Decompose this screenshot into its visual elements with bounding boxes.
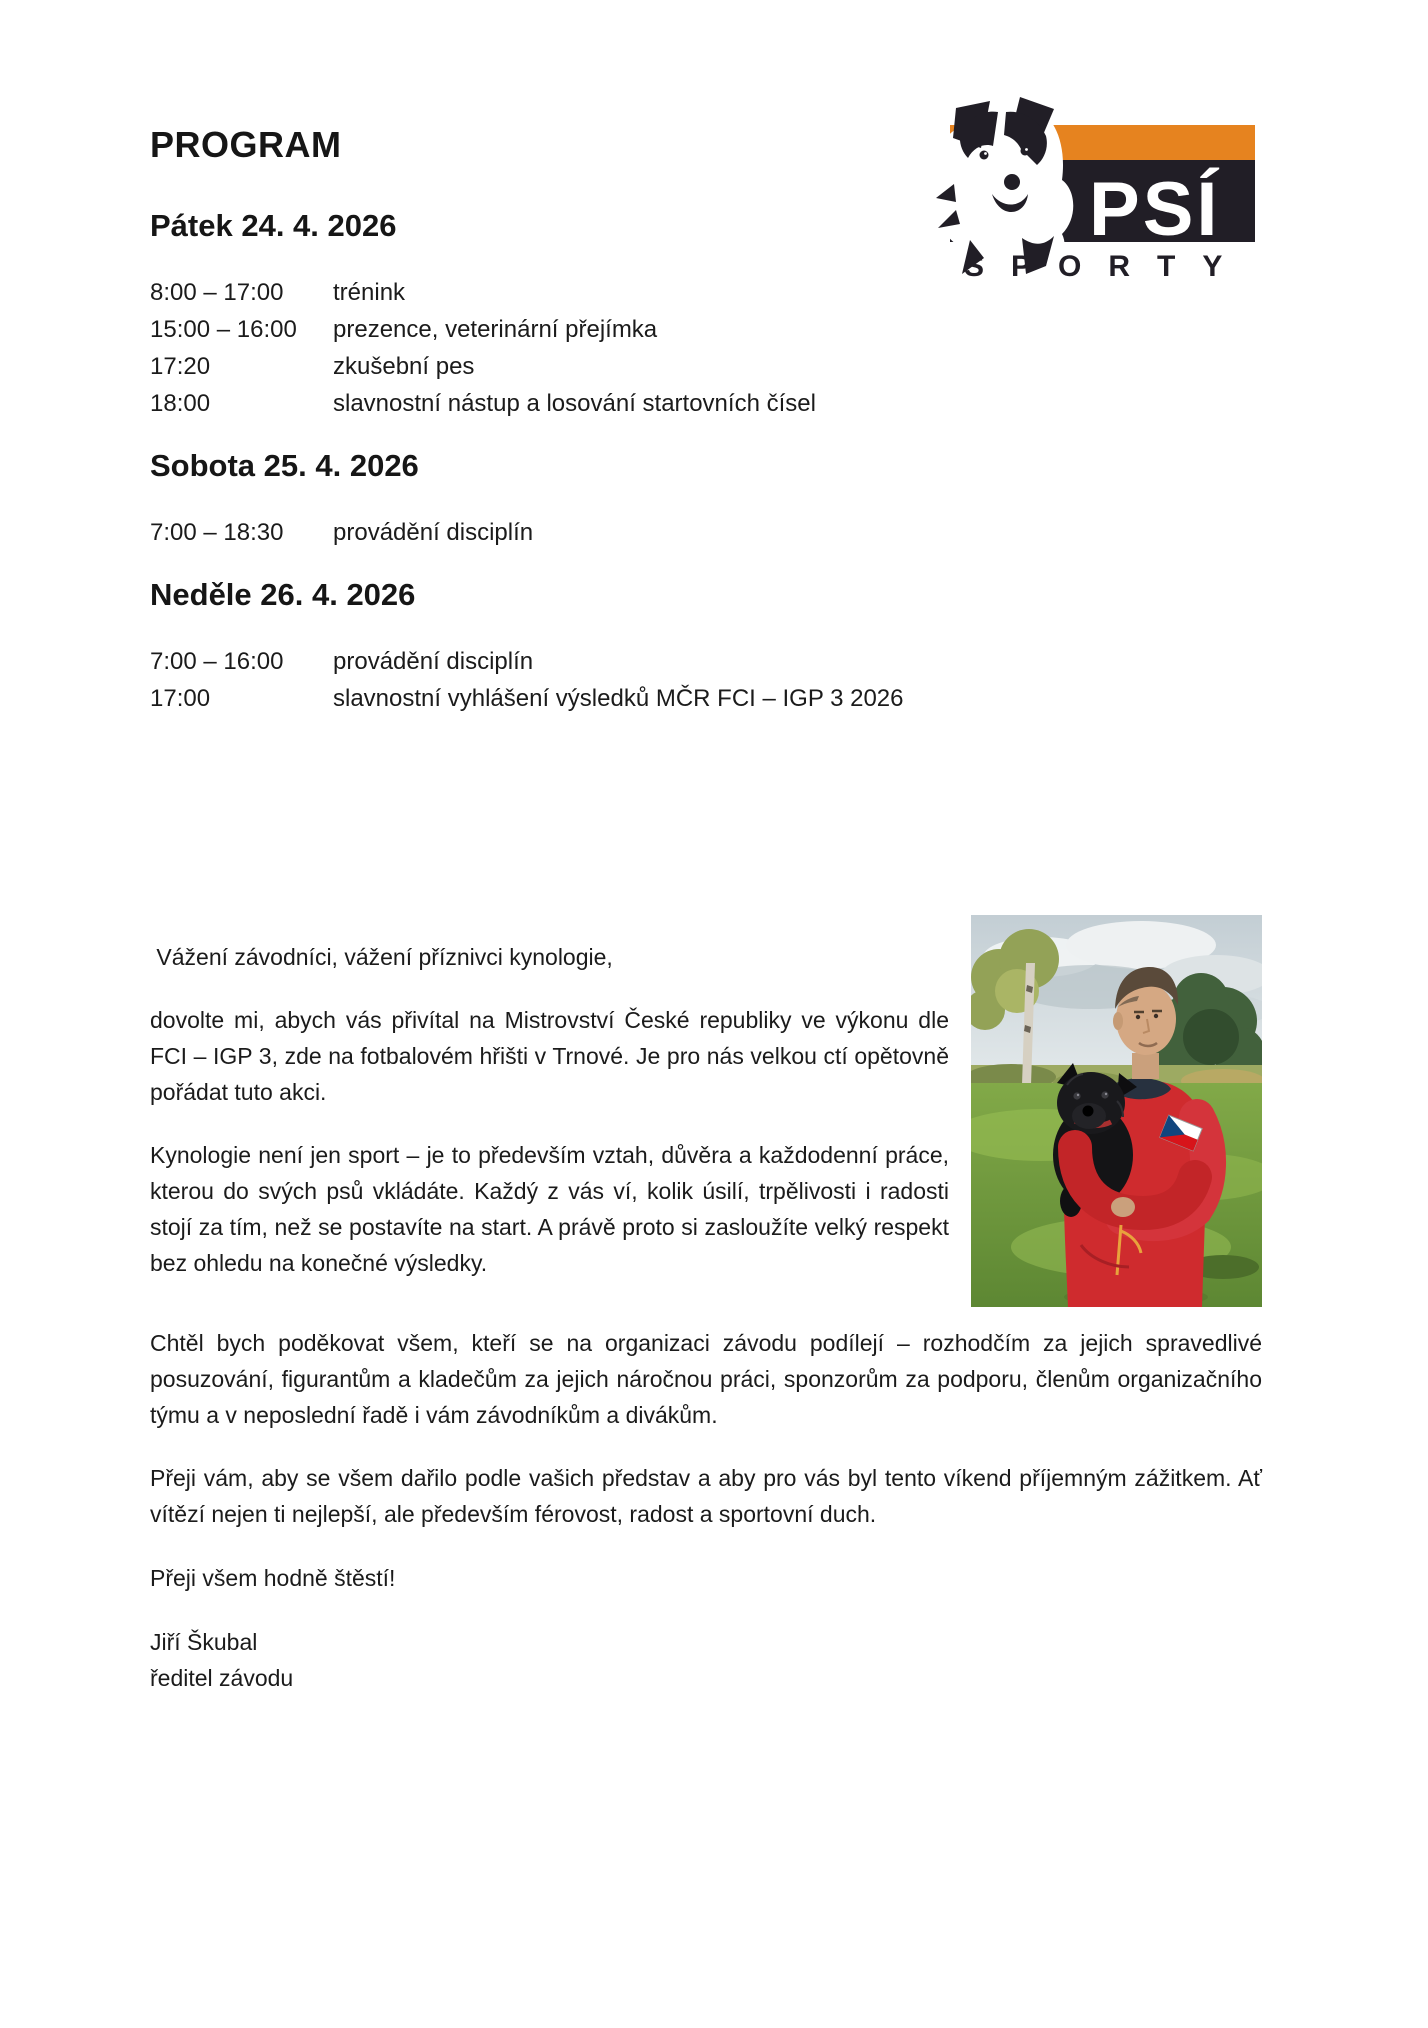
director-photo bbox=[971, 915, 1262, 1307]
activity-cell: slavnostní nástup a losování startovních čísel bbox=[333, 390, 816, 417]
schedule-row bbox=[150, 274, 1070, 311]
letter-paragraph-3: Chtěl bych poděkovat všem, kteří se na organizaci závodu podílejí – rozhodčím za jejich spravedlivé posuzování, figurantům a kladečům za jejich náročnou práci, sponzorům za podporu, členům organizačního týmu a v neposlední řadě i vám závodníkům a divákům. bbox=[150, 1330, 1262, 1428]
time-cell: 8:00 – 17:00 bbox=[150, 279, 284, 306]
activity-cell: zkušební pes bbox=[333, 353, 475, 380]
signature-name: Jiří Škubal bbox=[150, 1629, 258, 1655]
letter-paragraph-2: Kynologie není jen sport – je to především vztah, důvěra a každodenní práce, kterou do svých psů vkládáte. Každý z vás ví, kolik úsilí, trpělivosti i radosti stojí za tím, než se postavíte na start. A právě proto si zasloužíte velký respekt bez ohledu na konečné výsledky. bbox=[150, 1142, 949, 1276]
letter-closing: Přeji všem hodně štěstí! bbox=[150, 1565, 396, 1591]
letter-greeting: Vážení závodníci, vážení příznivci kynologie, bbox=[150, 944, 613, 970]
time-cell: 17:00 bbox=[150, 685, 211, 712]
logo-brand-top: PSÍ bbox=[1089, 167, 1221, 252]
activity-cell: provádění disciplín bbox=[333, 648, 534, 675]
logo-brand-bottom: SPORTY bbox=[964, 250, 1250, 283]
time-cell: 7:00 – 16:00 bbox=[150, 648, 284, 675]
day-heading-friday: Pátek 24. 4. 2026 bbox=[150, 208, 397, 243]
photo-illustration bbox=[971, 915, 1262, 1307]
day-heading-saturday: Sobota 25. 4. 2026 bbox=[150, 448, 419, 483]
time-cell: 17:20 bbox=[150, 353, 211, 380]
schedule-row bbox=[150, 348, 1070, 385]
day-rows-saturday bbox=[150, 514, 1070, 551]
activity-cell: provádění disciplín bbox=[333, 519, 534, 546]
activity-cell: slavnostní vyhlášení výsledků MČR FCI – IGP 3 2026 bbox=[333, 685, 904, 712]
schedule-row bbox=[150, 311, 1070, 348]
schedule-row bbox=[150, 643, 1070, 680]
letter-paragraph-1: dovolte mi, abych vás přivítal na Mistrovství České republiky ve výkonu dle FCI – IGP 3, zde na fotbalovém hřišti v Trnové. Je pro nás velkou ctí opětovně pořádat tuto akci. bbox=[150, 1007, 949, 1105]
schedule-row bbox=[150, 680, 1070, 717]
page-title: PROGRAM bbox=[150, 124, 342, 165]
letter-paragraph-4: Přeji vám, aby se všem dařilo podle vašich představ a aby pro vás byl tento víkend příjemným zážitkem. Ať vítězí nejen ti nejlepší, ale především férovost, radost a sportovní duch. bbox=[150, 1465, 1262, 1527]
day-rows-friday bbox=[150, 274, 1070, 422]
time-cell: 18:00 bbox=[150, 390, 211, 417]
signature-block bbox=[150, 1624, 1262, 1696]
time-cell: 15:00 – 16:00 bbox=[150, 316, 297, 343]
time-cell: 7:00 – 18:30 bbox=[150, 519, 284, 546]
signature-role: ředitel závodu bbox=[150, 1665, 294, 1691]
activity-cell: trénink bbox=[333, 279, 406, 306]
welcome-letter bbox=[150, 915, 1262, 1696]
schedule-section bbox=[150, 206, 1070, 741]
day-rows-sunday bbox=[150, 643, 1070, 717]
schedule-row bbox=[150, 514, 1070, 551]
day-heading-sunday: Neděle 26. 4. 2026 bbox=[150, 577, 416, 612]
schedule-row bbox=[150, 385, 1070, 422]
activity-cell: prezence, veterinární přejímka bbox=[333, 316, 658, 343]
